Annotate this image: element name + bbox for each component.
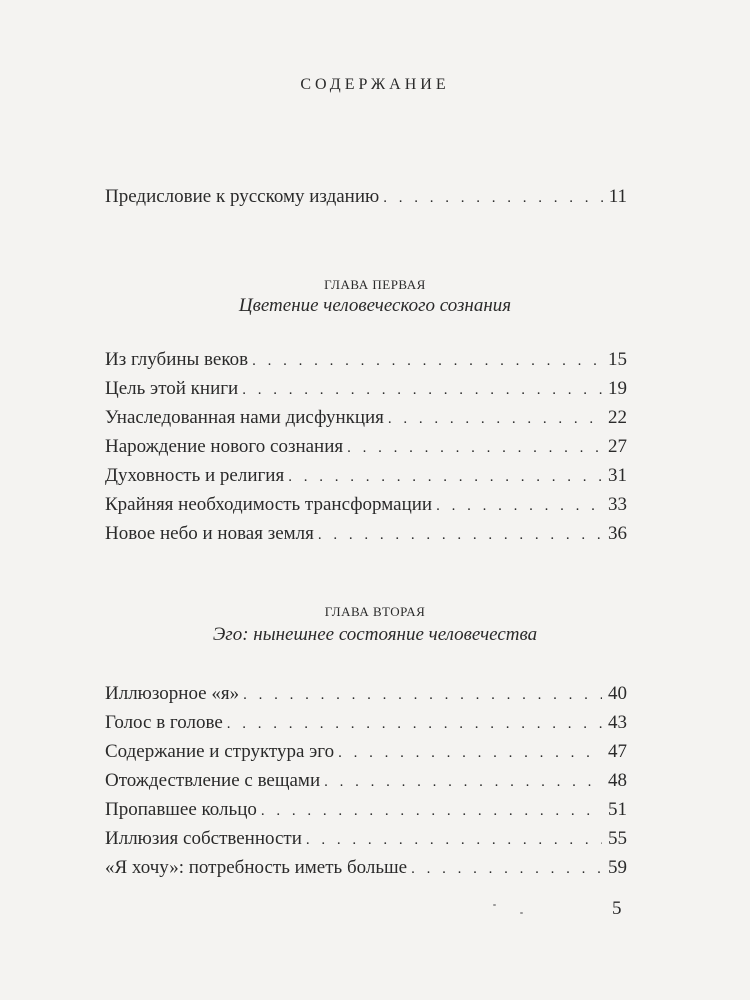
chapter-2-title: Эго: нынешнее состояние человечества xyxy=(212,624,538,645)
toc-entry-page: 47 xyxy=(608,741,627,762)
toc-entry-title: Из глубины веков xyxy=(105,349,249,370)
toc-entry-title: Цель этой книги xyxy=(105,378,239,399)
toc-entry[interactable] xyxy=(105,494,627,520)
dot-leader xyxy=(347,440,602,457)
scan-speck xyxy=(520,912,523,914)
dot-leader xyxy=(388,411,602,428)
toc-entry-title: «Я хочу»: потребность иметь больше xyxy=(105,857,408,878)
toc-entry[interactable] xyxy=(105,378,627,404)
toc-entry-page: 36 xyxy=(608,523,627,544)
toc-entry[interactable] xyxy=(105,712,627,738)
toc-entry-page: 48 xyxy=(608,770,627,791)
dot-leader xyxy=(318,527,602,544)
toc-entry[interactable] xyxy=(105,683,627,709)
dot-leader xyxy=(261,803,602,820)
toc-entry-title: Отождествление с вещами xyxy=(105,770,321,791)
chapter-2-label: ГЛАВА ВТОРАЯ xyxy=(324,604,426,619)
toc-entry-title: Предисловие к русскому изданию xyxy=(105,186,380,207)
toc-entry-title: Духовность и религия xyxy=(105,465,285,486)
toc-entry-page: 59 xyxy=(608,857,627,878)
toc-entry-page: 43 xyxy=(608,712,627,733)
dot-leader xyxy=(242,382,602,399)
toc-entry-page: 11 xyxy=(608,186,627,207)
dot-leader xyxy=(306,832,602,849)
chapter-1-label: ГЛАВА ПЕРВАЯ xyxy=(324,277,426,292)
dot-leader xyxy=(324,774,602,791)
toc-entry[interactable] xyxy=(105,465,627,491)
dot-leader xyxy=(288,469,602,486)
toc-entry-title: Голос в голове xyxy=(105,712,223,733)
toc-entry[interactable] xyxy=(105,857,627,883)
toc-entry-page: 22 xyxy=(608,407,627,428)
toc-entry[interactable] xyxy=(105,770,627,796)
dot-leader xyxy=(243,687,602,704)
toc-entry-title: Пропавшее кольцо xyxy=(105,799,257,820)
toc-entry-preface[interactable] xyxy=(105,186,627,212)
toc-entry-title: Иллюзия собственности xyxy=(105,828,302,849)
toc-entry-page: 19 xyxy=(608,378,627,399)
toc-entry[interactable] xyxy=(105,407,627,433)
dot-leader xyxy=(383,190,602,207)
page-number: 5 xyxy=(612,898,622,919)
toc-entry-title: Унаследованная нами дисфункция xyxy=(105,407,384,428)
toc-entry-page: 51 xyxy=(608,799,627,820)
dot-leader xyxy=(252,353,602,370)
toc-entry[interactable] xyxy=(105,799,627,825)
toc-entry-title: Содержание и структура эго xyxy=(105,741,335,762)
toc-entry[interactable] xyxy=(105,436,627,462)
toc-entry[interactable] xyxy=(105,828,627,854)
toc-entry-title: Нарождение нового сознания xyxy=(105,436,344,457)
dot-leader xyxy=(338,745,602,762)
toc-entry[interactable] xyxy=(105,349,627,375)
dot-leader xyxy=(411,861,602,878)
scan-speck xyxy=(493,904,496,906)
toc-entry-page: 40 xyxy=(608,683,627,704)
dot-leader xyxy=(227,716,602,733)
toc-entry-title: Иллюзорное «я» xyxy=(105,683,240,704)
toc-entry-page: 55 xyxy=(608,828,627,849)
toc-entry-page: 33 xyxy=(608,494,627,515)
chapter-1-title: Цветение человеческого сознания xyxy=(238,295,512,316)
toc-entry-page: 31 xyxy=(608,465,627,486)
page-heading: СОДЕРЖАНИЕ xyxy=(300,76,450,93)
toc-entry-title: Крайняя необходимость трансформации xyxy=(105,494,433,515)
toc-entry[interactable] xyxy=(105,741,627,767)
toc-entry-title: Новое небо и новая земля xyxy=(105,523,314,544)
toc-entry-page: 27 xyxy=(608,436,627,457)
toc-entry[interactable] xyxy=(105,523,627,549)
dot-leader xyxy=(436,498,602,515)
toc-entry-page: 15 xyxy=(608,349,627,370)
